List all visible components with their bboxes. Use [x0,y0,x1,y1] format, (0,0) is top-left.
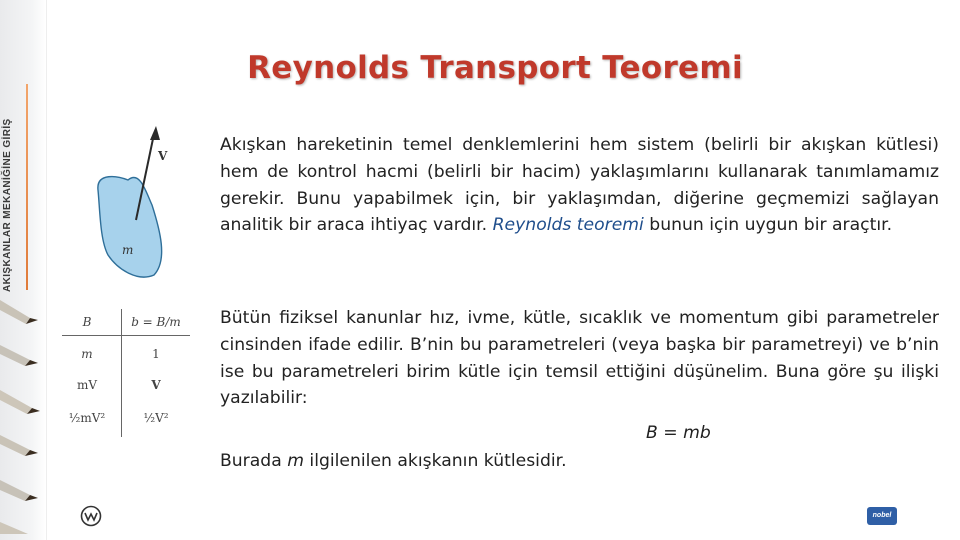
paragraph-2: Bütün fiziksel kanunlar hız, ivme, kütle, sıcaklık ve momentum gibi parametreler cinsinden ifade edilir. B’nin bu parametreleri (veya başka bir parametreyi) ve b’nin ise bu parametreleri birim kütle için temsil ettiğini düşünelim. Buna göre şu ilişki yazılabilir: [220,308,939,409]
nobel-logo: nobel [867,507,897,525]
sidebar-accent-rule [26,84,28,290]
paragraph-1-tail: bunun için uygun bir araçtır. [649,215,893,236]
paragraph-3 [220,451,567,471]
velocity-arrow-head [150,126,160,140]
velocity-label: V [158,149,168,163]
sidebar-label: AKIŞKANLAR MEKANİĞİNE GİRİŞ [2,118,13,292]
paragraph-1 [220,132,939,239]
reynolds-theorem-highlight: Reynolds teoremi [492,215,644,236]
table-header-B: B [82,315,92,329]
property-table [62,307,190,439]
slide-title: Reynolds Transport Teoremi [247,50,743,86]
table-header-b: b = B/m [131,315,181,329]
paragraph-3-var: m [287,451,304,471]
publisher-emblem-icon [80,505,102,527]
paragraph-3-prefix: Burada [220,451,282,471]
paragraph-1-text: Akışkan hareketinin temel denklemlerini hem sistem (belirli bir akışkan kütlesi) hem de kontrol hacmi (belirli bir hacim) yaklaşımlarını kullanarak tanımlamamız gerekir. Bunu yapabilmek için, bir yaklaşımdan, diğerine geçmemizi sağlayan analitik bir araca ihtiyaç vardır. [220,135,939,236]
table-cell: ½mV² [68,411,106,425]
formula: B = mb [646,423,711,443]
table-cell: mV [76,378,98,392]
mass-label: m [122,243,134,257]
paragraph-3-suffix: ilgilenilen akışkanın kütlesidir. [309,451,567,471]
fluid-system-diagram [88,120,188,280]
table-cell: m [81,347,93,361]
table-cell: ½V² [143,411,169,425]
table-cell: V [151,378,161,392]
table-cell: 1 [152,347,160,361]
pencils-decoration-icon [0,290,46,535]
fluid-mass-blob [98,177,162,277]
